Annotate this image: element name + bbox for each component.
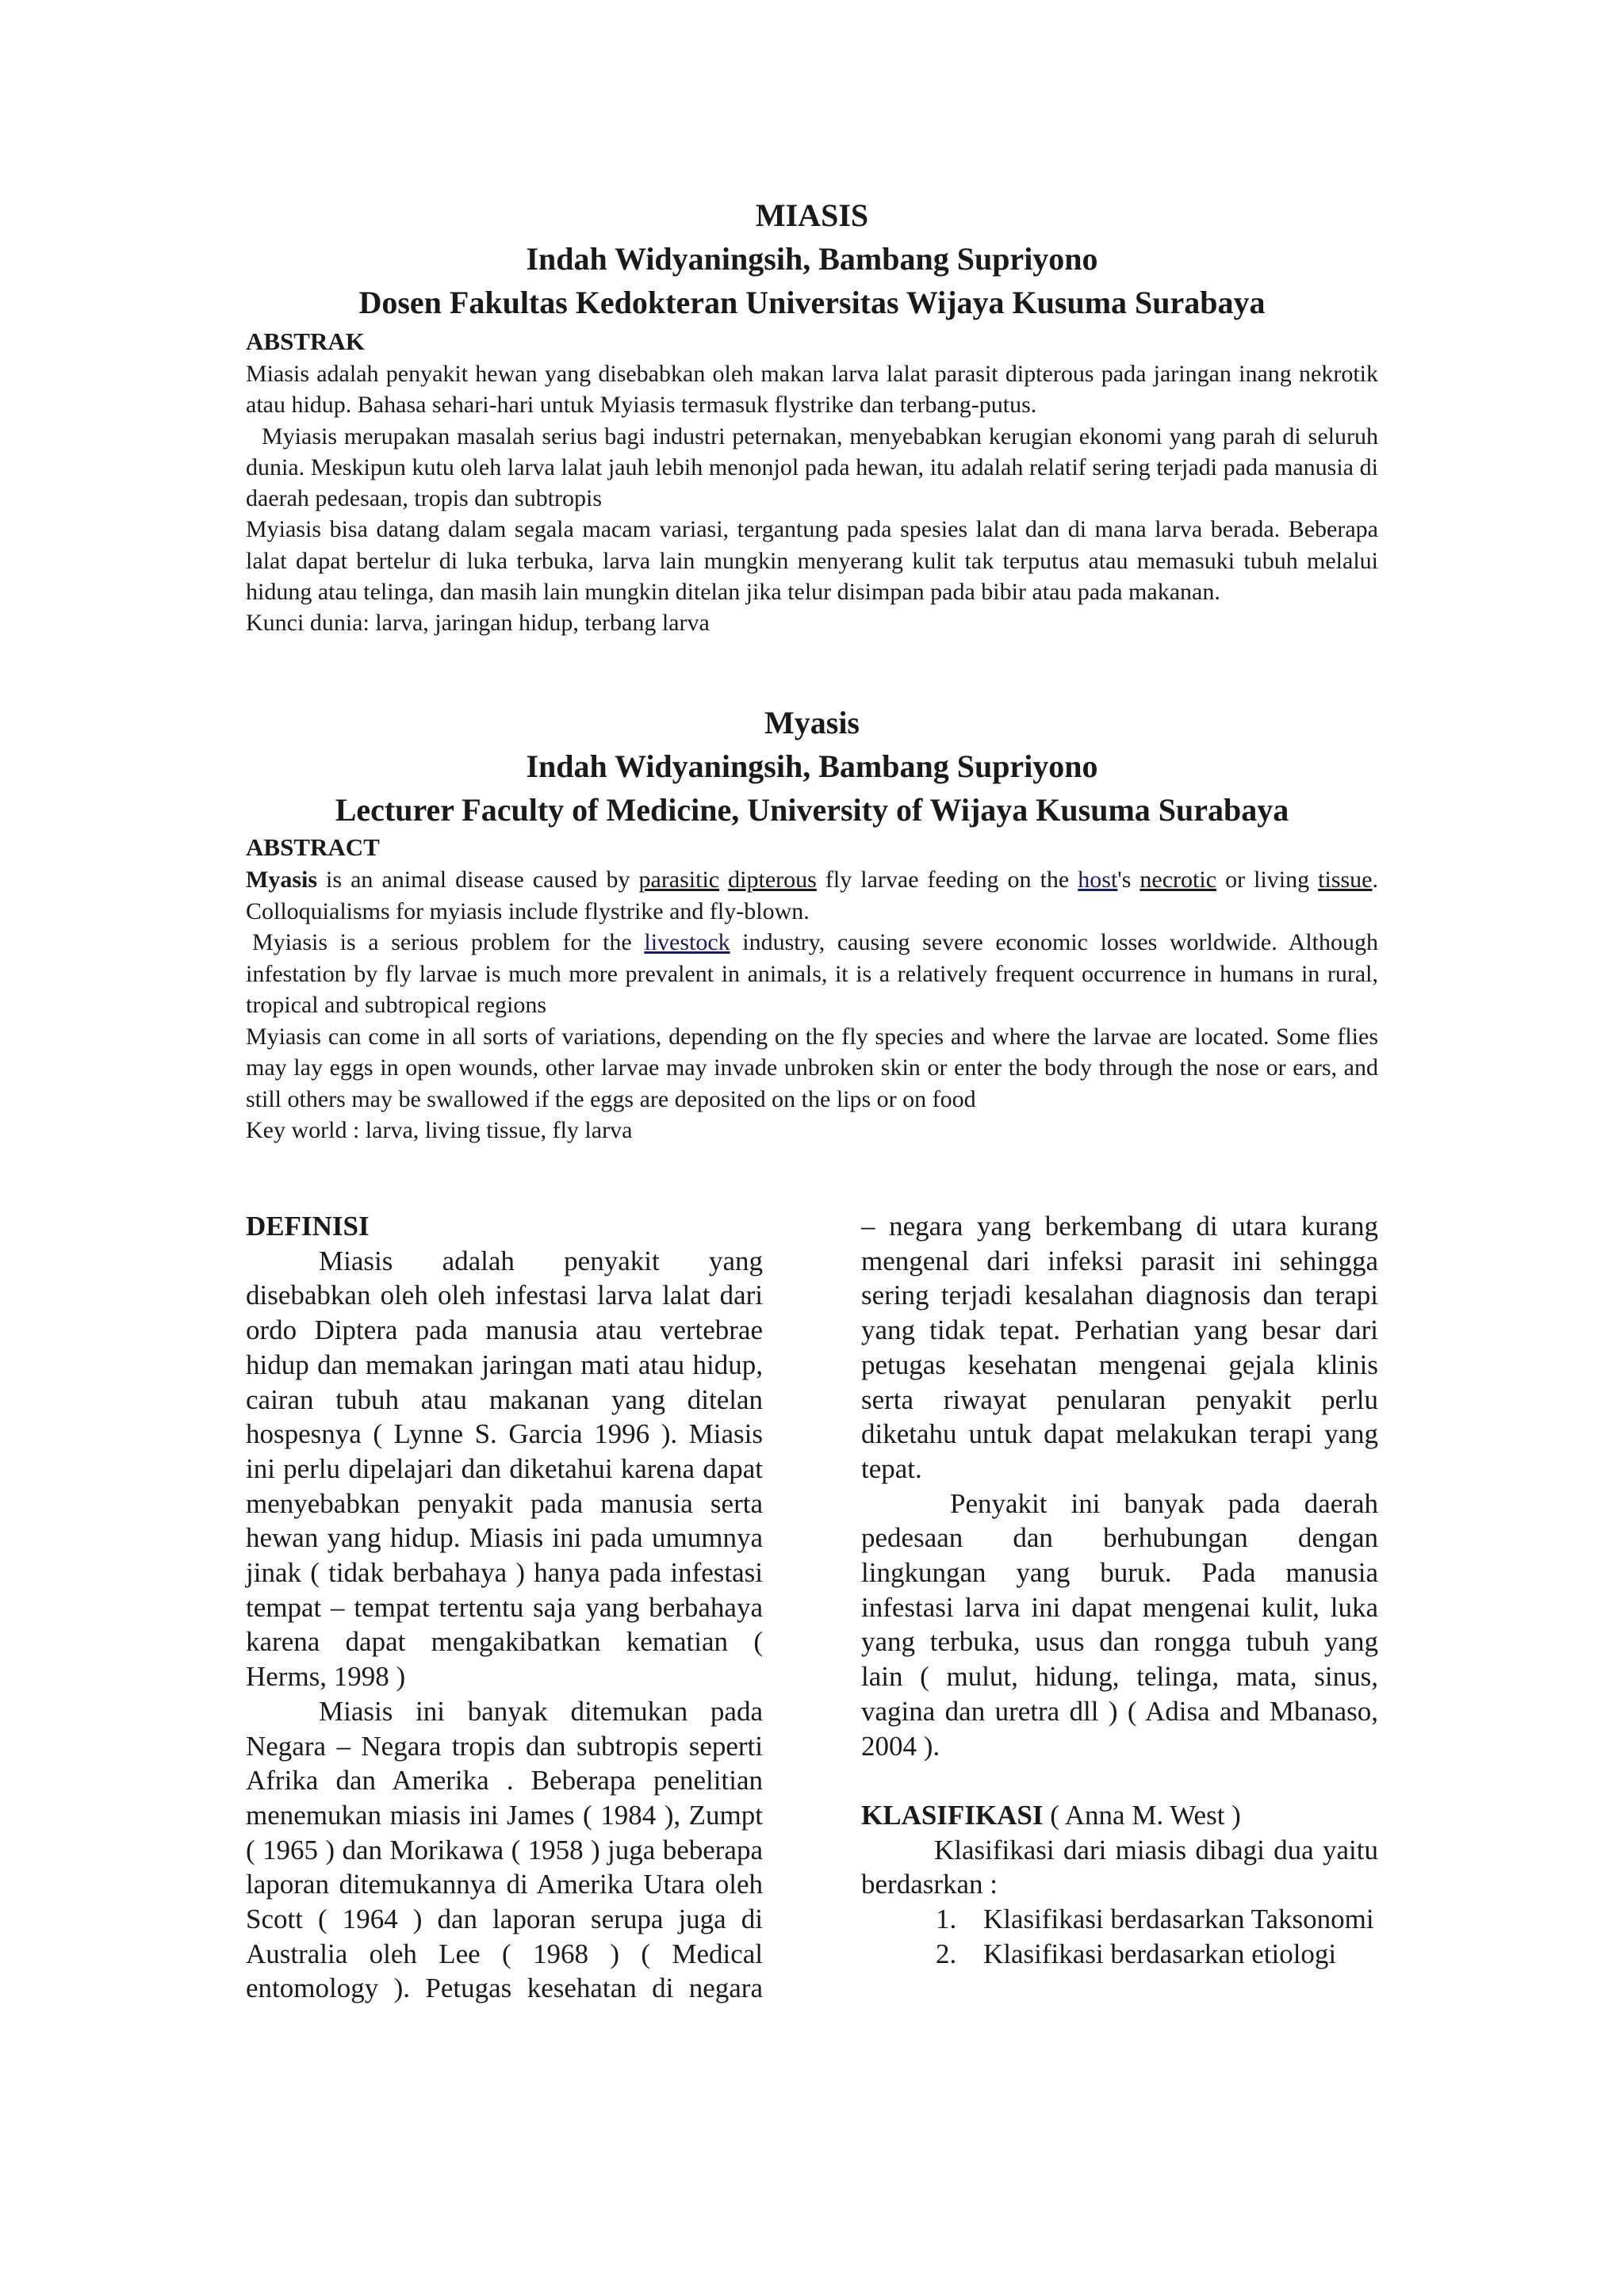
klasifikasi-list: [861, 1902, 1378, 1971]
abstract-paragraph: Myiasis bisa datang dalam segala macam variasi, tergantung pada spesies lalat dan di mana larva berada. Beberapa lalat dapat bertelur di luka terbuka, larva lain mungkin menyerang kulit tak terputus atau memasuki tubuh melalui hidung atau telinga, dan masih lain mungkin ditelan jika telur disimpan pada bibir atau pada makanan.: [246, 516, 1378, 606]
heading-source: ( Anna M. West ): [1043, 1799, 1241, 1831]
list-item: [861, 1937, 1378, 1972]
list-number: 2.: [936, 1938, 957, 1969]
paper-title: Myasis: [764, 705, 860, 740]
bold-term: Myasis: [246, 867, 317, 893]
authors: Indah Widyaningsih, Bambang Supriyono: [526, 241, 1098, 277]
text-run: fly larvae feeding on the: [816, 867, 1078, 893]
list-item: [861, 1902, 1378, 1937]
body-paragraph: Penyakit ini banyak pada daerah pedesaan dan berhubungan dengan lingkungan yang buruk. Pada manusia infestasi larva ini dapat mengenai kulit, luka yang terbuka, usus dan rongga tubuh yang lain ( mulut, hidung, telinga, mata, sinus, vagina dan uretra dll ) ( Adisa and Mbanaso, 2004 ).: [861, 1487, 1378, 1762]
text-run: is an animal disease caused by: [317, 867, 639, 893]
body-column-right: [861, 1209, 1378, 1971]
section-heading-definisi: DEFINISI: [246, 1211, 370, 1242]
link-parasitic[interactable]: parasitic: [638, 867, 720, 893]
abstract-en: [246, 864, 1378, 1146]
abstract-heading: ABSTRACT: [246, 833, 380, 861]
paper-title: MIASIS: [755, 197, 869, 233]
abstract-heading: ABSTRAK: [246, 327, 365, 355]
text-run: industry, causing severe economic losses worldwide. Although infestation by fly larvae is much more prevalent in animals, it is a relatively frequent occurrence in humans in rural, tropical and subtropical regions: [246, 929, 1379, 1018]
link-necrotic[interactable]: necrotic: [1139, 867, 1217, 893]
body-paragraph: Klasifikasi dari miasis dibagi dua yaitu berdasrkan :: [861, 1834, 1378, 1900]
title-block-id: [246, 193, 1378, 324]
body-paragraph: Miasis adalah penyakit yang disebabkan oleh oleh infestasi larva lalat dari ordo Diptera pada manusia atau vertebrae hidup dan memakan jaringan mati atau hidup, cairan tubuh atau makanan yang ditelan hospesnya ( Lynne S. Garcia 1996 ). Miasis ini perlu dipelajari dan diketahui karena dapat menyebabkan penyakit pada manusia serta hewan yang hidup. Miasis ini pada umumnya jinak ( tidak berbahaya ) hanya pada infestasi tempat – tempat tertentu saja yang berbahaya karena dapat mengakibatkan kematian ( Herms, 1998 ): [246, 1245, 763, 1693]
abstract-paragraph: Myiasis merupakan masalah serius bagi industri peternakan, menyebabkan kerugian ekonomi yang parah di seluruh dunia. Meskipun kutu oleh larva lalat jauh lebih menonjol pada hewan, itu adalah relatif sering terjadi pada manusia di daerah pedesaan, tropis dan subtropis: [246, 423, 1378, 512]
link-livestock[interactable]: livestock: [644, 929, 730, 955]
list-item-text: Klasifikasi berdasarkan etiologi: [983, 1938, 1337, 1969]
affiliation: Dosen Fakultas Kedokteran Universitas Wijaya Kusuma Surabaya: [358, 285, 1266, 320]
text-run: Myiasis is a serious problem for the: [252, 929, 645, 955]
text-run: . Colloquialisms for myiasis include flystrike and fly-blown.: [246, 867, 1378, 924]
text-run: or living: [1216, 867, 1319, 893]
body-column-left: [246, 1209, 763, 2006]
affiliation: Lecturer Faculty of Medicine, University of Wijaya Kusuma Surabaya: [335, 792, 1289, 828]
link-tissue[interactable]: tissue: [1318, 867, 1373, 893]
link-dipterous[interactable]: dipterous: [728, 867, 817, 893]
text-run: 's: [1117, 867, 1140, 893]
body-paragraph-continued: – negara yang berkembang di utara kurang mengenal dari infeksi parasit ini sehingga sering terjadi kesalahan diagnosis dan terapi yang tidak tepat. Perhatian yang besar dari petugas kesehatan mengenai gejala klinis serta riwayat penularan penyakit perlu diketahu untuk dapat melakukan terapi yang tepat.: [861, 1211, 1378, 1484]
abstract-paragraph: [246, 927, 1378, 1021]
abstract-paragraph: [246, 864, 1378, 927]
list-number: 1.: [936, 1904, 957, 1935]
title-block-en: [246, 701, 1378, 832]
abstract-paragraph: Miasis adalah penyakit hewan yang disebabkan oleh makan larva lalat parasit dipterous pada jaringan inang nekrotik atau hidup. Bahasa sehari-hari untuk Myiasis termasuk flystrike dan terbang-putus.: [246, 361, 1378, 419]
body-paragraph: Miasis ini banyak ditemukan pada Negara – Negara tropis dan subtropis seperti Afrika dan Amerika . Beberapa penelitian menemukan miasis ini James ( 1984 ), Zumpt ( 1965 ) dan Morikawa ( 1958 ) juga beberapa laporan ditemukannya di Amerika Utara oleh Scott ( 1964 ) dan laporan serupa juga di Australia oleh Lee ( 1968 ) ( Medical entomology ). Petugas kesehatan di negara: [246, 1695, 763, 2004]
link-host[interactable]: host: [1078, 867, 1118, 893]
section-heading-text: KLASIFIKASI: [861, 1799, 1044, 1831]
authors: Indah Widyaningsih, Bambang Supriyono: [526, 748, 1098, 784]
section-heading-klasifikasi: [861, 1798, 1378, 1833]
list-item-text: Klasifikasi berdasarkan Taksonomi: [983, 1904, 1374, 1935]
keywords: Kunci dunia: larva, jaringan hidup, terbang larva: [246, 610, 710, 637]
paragraph-gap: [861, 1763, 1378, 1798]
abstract-id: [246, 358, 1378, 639]
abstract-paragraph: Myiasis can come in all sorts of variations, depending on the fly species and where the larvae are located. Some flies may lay eggs in open wounds, other larvae may invade unbroken skin or enter the body through the nose or ears, and still others may be swallowed if the eggs are deposited on the lips or on food: [246, 1023, 1378, 1112]
text-run: [719, 867, 728, 893]
keywords: Key world : larva, living tissue, fly larva: [246, 1117, 633, 1143]
